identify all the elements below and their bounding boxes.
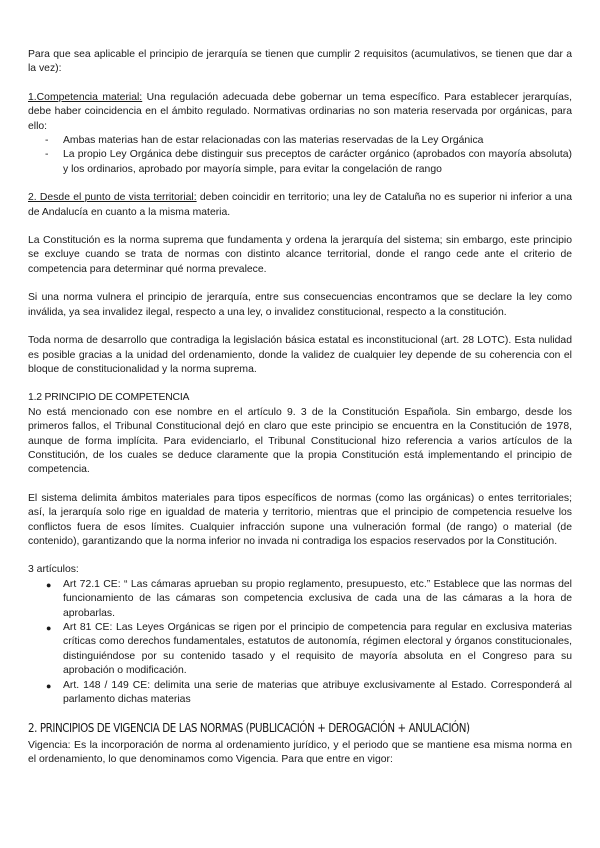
section-2-heading: 2. PRINCIPIOS DE VIGENCIA DE LAS NORMAS (PUBLICACIÓN + DEROGACIÓN + ANULACIÓN) [28,721,470,736]
articles-list [28,578,572,708]
requirement-2-paragraph [28,191,572,220]
requirement-1-list [28,134,572,177]
section-1-2-heading: 1.2 PRINCIPIO DE COMPETENCIA [28,392,190,404]
constitucion-paragraph: La Constitución es la norma suprema que fundamenta y ordena la jerarquía del sistema; sin embargo, este principio se excluye cuando se trata de normas con distinto alcance territorial, donde el rango cede ante el criterio de competencia para determinar qué norma prevalece. [28,235,572,275]
competencia-paragraph-2: El sistema delimita ámbitos materiales para tipos específicos de normas (como las orgánicas) o entes territoriales; así, la jerarquía solo rige en igualdad de materia y territorio, mientras que el principio de competencia resuelve los conflictos fuera de esos límites. Cualquier infracción supone una vulneración formal (de rango) o material (de contenido), garantizando que la norma inferior no invada ni contradiga los espacios reservados por la Constitución. [28,492,572,547]
bullet-icon: ● [46,579,52,590]
requirement-2-text: deben coincidir en territorio; una ley de Cataluña no es superior ni inferior a una de Andalucía en cuanto a la misma materia. [28,192,572,218]
list-item: - Ambas materias han de estar relacionadas con las materias reservadas de la Ley Orgánica [28,134,572,148]
bullet-icon: ● [46,680,52,691]
list-item: ● Art. 148 / 149 CE: delimita una serie de materias que atribuye exclusivamente al Estado. Corresponderá al parlamento dichas materias [46,679,572,706]
dash-bullet: - [45,135,49,147]
requirement-2-label: 2. Desde el punto de vista territorial: [28,192,197,204]
vigencia-paragraph: Vigencia: Es la incorporación de norma al ordenamiento jurídico, y el periodo que se mantiene esa misma norma en el ordenamiento, lo que denominamos como Vigencia. Para que entre en vigor: [28,739,572,766]
list-item: ● Art 72.1 CE: “ Las cámaras aprueban su propio reglamento, presupuesto, etc.” Establece que las normas del funcionamiento de las cámaras son competencia exclusiva de cada una de las cámaras a la hora de aprobarlas. [46,578,572,619]
list-item: - La propio Ley Orgánica debe distinguir sus preceptos de carácter orgánico (aprobados con mayoría absoluta) y los ordinarios, aprobado por mayoría simple, para evitar la congelación de rango [45,149,572,175]
requirement-1-paragraph [28,91,572,134]
dash-bullet: - [45,149,49,161]
list-item: ● Art 81 CE: Las Leyes Orgánicas se rigen por el principio de competencia para regular en exclusiva materias críticas como derechos fundamentales, estatutos de autonomía, régimen electoral y órganos constitucionales, distinguiéndose por su contenido tasado y el requisito de mayoría absoluta en el Congreso para su aprobación o modificación. [46,622,572,677]
bullet-icon: ● [46,623,52,633]
document-page [28,48,572,768]
articles-label: 3 artículos: [28,564,79,576]
intro-paragraph: Para que sea aplicable el principio de jerarquía se tienen que cumplir 2 requisitos (acumulativos, se tienen que dar a la vez): [28,49,572,75]
competencia-paragraph-1: No está mencionado con ese nombre en el artículo 9. 3 de la Constitución Española. Sin embargo, desde los primeros fallos, el Tribunal Constitucional dejó en claro que este principio se encuentra en la Constitución de 1978, aunque de forma implícita. Para evidenciarlo, el Tribunal Constitucional hizo referencia a varios artículos de la Constitución, de los cuales se deduce claramente que la propia Constitución está implementando el principio de competencia. [28,406,572,476]
vulnera-paragraph: Si una norma vulnera el principio de jerarquía, entre sus consecuencias encontramos que se declare la ley como inválida, ya sea invalidez ilegal, respecto a una ley, o invalidez constitucional, respecto a la constitución. [28,292,572,318]
desarrollo-paragraph: Toda norma de desarrollo que contradiga la legislación básica estatal es inconstitucional (art. 28 LOTC). Esta nulidad es posible gracias a la unidad del ordenamiento, donde la validez de cualquier ley depende de su coherencia con el bloque de constitucionalidad y la norma suprema. [28,335,572,375]
requirement-1-label: 1.Competencia material: [28,91,143,103]
requirement-1-text: Una regulación adecuada debe gobernar un tema específico. Para establecer jerarquías, debe haber coincidencia en el ámbito regulado. Normativas ordinarias no son materia reservada por orgánicas, para ello: [28,91,572,132]
